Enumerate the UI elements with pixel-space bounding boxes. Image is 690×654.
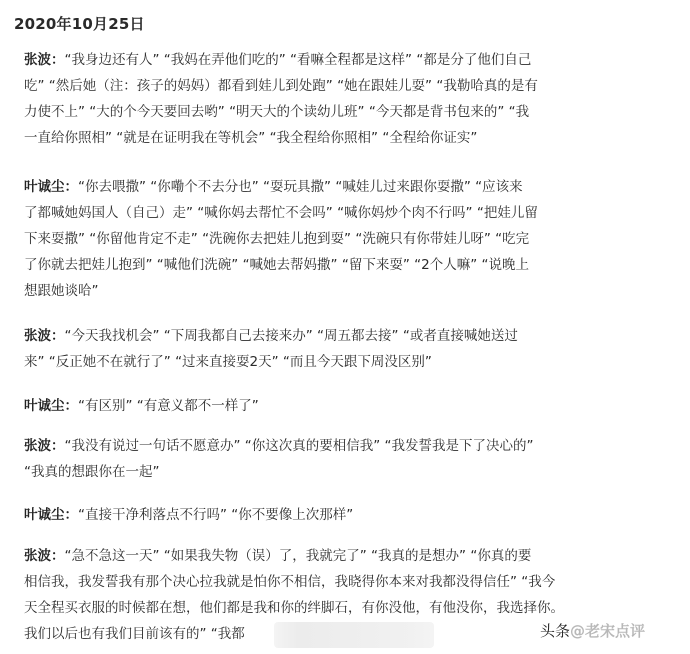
- text-line: 一直给你照相” “就是在证明我在等机会” “我全程给你照相” “全程给你证实”: [24, 130, 478, 146]
- text-line: 力使不上” “大的个今天要回去哟” “明天大的个读幼儿班” “今天都是背书包来的” “我: [24, 104, 530, 120]
- speaker-label: 张波：: [24, 328, 65, 344]
- watermark: [540, 620, 645, 641]
- dialogue-text: “我身边还有人” “我妈在弄他们吃的” “看嘛全程都是这样” “都是分了他们自己: [64, 52, 532, 68]
- dialogue-text: “直接干净利落点不行吗” “你不要像上次那样”: [78, 507, 354, 523]
- paragraph-4: [24, 393, 674, 419]
- speaker-label: 张波：: [24, 52, 65, 68]
- text-line: 了你就去把娃儿抱到” “喊他们洗碗” “喊她去帮妈撒” “留下来耍” “2个人嘛” “说晚上: [24, 257, 529, 273]
- text-line: “我真的想跟你在一起”: [24, 464, 160, 480]
- text-line: [24, 543, 674, 569]
- dialogue-text: “有区别” “有意义都不一样了”: [78, 398, 259, 414]
- paragraph-3: [24, 323, 674, 375]
- text-line: 下来耍撒” “你留他肯定不走” “洗碗你去把娃儿抱到耍” “洗碗只有你带娃儿呀” “吃完: [24, 231, 530, 247]
- paragraph-5: [24, 433, 674, 485]
- text-line: 吃” “然后她（注：孩子的妈妈）都看到娃儿到处跑” “她在跟娃儿耍” “我勒哈真的是有: [24, 78, 538, 94]
- dialogue-text: “我没有说过一句话不愿意办” “你这次真的要相信我” “我发誓我是下了决心的”: [64, 438, 534, 454]
- speaker-label: 叶诚尘：: [24, 179, 78, 195]
- speaker-label: 叶诚尘：: [24, 507, 78, 523]
- date-heading: 2020年10月25日: [14, 15, 145, 33]
- paragraph-6: [24, 502, 674, 528]
- text-line: [24, 433, 674, 459]
- watermark-handle: @老宋点评: [570, 622, 646, 640]
- text-line: 想跟她谈哈”: [24, 283, 99, 299]
- watermark-prefix: 头条: [540, 622, 571, 640]
- speaker-label: 叶诚尘：: [24, 398, 78, 414]
- paragraph-1: [24, 47, 674, 151]
- text-line: 来” “反正她不在就行了” “过来直接耍2天” “而且今天跟下周没区别”: [24, 354, 432, 370]
- text-line: [24, 47, 674, 73]
- text-line: 了都喊她妈国人（自己）走” “喊你妈去帮忙不会吗” “喊你妈炒个肉不行吗” “把娃儿留: [24, 205, 538, 221]
- dialogue-text: “你去喂撒” “你嘞个不去分也” “耍玩具撒” “喊娃儿过来跟你耍撒” “应该来: [78, 179, 523, 195]
- paragraph-2: [24, 174, 674, 304]
- speaker-label: 张波：: [24, 548, 65, 564]
- text-line: 天全程买衣服的时候都在想，他们都是我和你的绊脚石，有你没他，有他没你，我选择你。: [24, 600, 564, 616]
- dialogue-text: “今天我找机会” “下周我都自己去接来办” “周五都去接” “或者直接喊她送过: [64, 328, 518, 344]
- speaker-label: 张波：: [24, 438, 65, 454]
- text-line: 相信我，我发誓我有那个决心拉我就是怕你不相信，我晓得你本来对我都没得信任” “我今: [24, 574, 556, 590]
- text-line: [24, 174, 674, 200]
- dialogue-text: “急不急这一天” “如果我失物（误）了，我就完了” “我真的是想办” “你真的要: [64, 548, 532, 564]
- text-line: [24, 323, 674, 349]
- text-line: 我们以后也有我们目前该有的” “我都: [24, 626, 245, 642]
- blurred-overlay: [274, 622, 434, 648]
- text-line: [24, 502, 674, 528]
- text-line: [24, 393, 674, 419]
